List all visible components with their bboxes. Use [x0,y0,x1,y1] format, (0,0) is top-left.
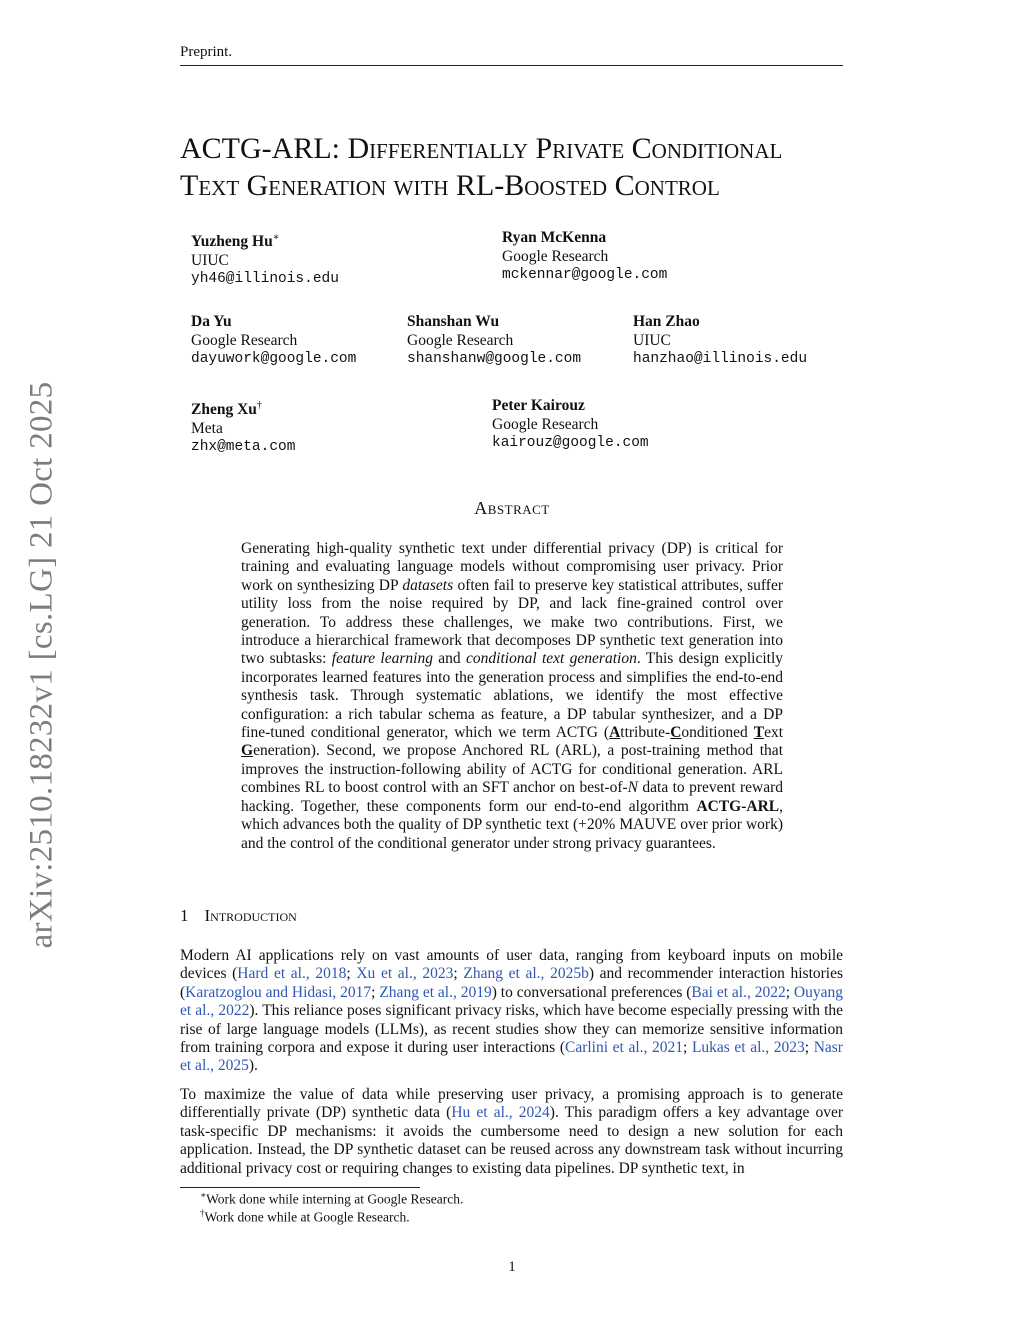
citation-link[interactable]: Bai et al., 2022 [691,983,786,1001]
arxiv-stamp: arXiv:2510.18232v1 [cs.LG] 21 Oct 2025 [23,381,60,949]
author-block [502,228,667,285]
author-block [191,312,356,369]
citation-link[interactable]: Hu et al., 2024 [451,1104,550,1122]
footnote: †Work done while at Google Research. [200,1208,410,1225]
author-affiliation: Google Research [191,332,298,349]
footnote: ∗Work done while interning at Google Research. [200,1190,464,1207]
author-affiliation: Google Research [492,416,599,433]
citation-link[interactable]: Hard et al., 2018 [237,965,347,983]
author-name: Zheng Xu† [191,400,262,419]
author-email: zhx@meta.com [191,439,296,456]
abstract-body: Generating high-quality synthetic text under differential privacy (DP) is critical for training and evaluating language models without compromising user privacy. Prior work on synthesizing DP datasets often fail to preserve key statistical attributes, suffer utility loss from the noise required by DP, and lack fine-grained control over generation. To address these challenges, we make two contributions. First, we introduce a hierarchical framework that decomposes DP synthetic text generation into two subtasks: feature learning and conditional text generation. This design explicitly incorporates learned features into the generation process and simplifies the end-to-end synthesis task. Through systematic ablations, we identify the most effective configuration: a rich tabular schema as feature, a DP tabular synthesizer, and a DP fine-tuned conditional generator, which we term ACTG (Attribute-Conditioned Text Generation). Second, we propose Anchored RL (ARL), a post-training method that improves the instruction-following ability of ACTG for conditional generation. ARL combines RL to boost control with an SFT anchor on best-of-N data to prevent reward hacking. Together, these components form our end-to-end algorithm ACTG-ARL, which advances both the quality of DP synthetic text (+20% MAUVE over prior work) and the control of the conditional generator under strong privacy guarantees. [241,540,784,852]
author-email: mckennar@google.com [502,267,668,283]
citation-link[interactable]: Xu et al., 2023 [356,965,454,983]
author-name: Han Zhao [633,313,700,330]
author-name: Ryan McKenna [502,229,607,246]
author-name: Shanshan Wu [407,313,500,330]
author-block [492,396,649,453]
author-email: hanzhao@illinois.edu [633,351,808,367]
author-email: kairouz@google.com [492,435,649,451]
footnote-rule [180,1187,420,1188]
author-name: Yuzheng Hu∗ [191,232,280,251]
author-block [191,228,339,289]
abstract-heading: Abstract [474,498,550,518]
author-block [407,312,581,369]
author-email: yh46@illinois.edu [191,271,339,288]
title-line-2: Text Generation with RL-Boosted Control [180,169,720,202]
citation-link[interactable]: Carlini et al., 2021 [565,1039,684,1057]
intro-paragraph-2: To maximize the value of data while preserving user privacy, a promising approach is to generate differentially private (DP) synthetic data (Hu et al., 2024). This paradigm offers a key advantage over task-specific DP mechanisms: it avoids the cumbersome need to design a new solution for each application. Instead, the DP synthetic dataset can be reused across any downstream task without incurring additional privacy cost or requiring changes to existing data pipelines. DP synthetic text, in [180,1086,843,1177]
author-name: Da Yu [191,313,232,330]
author-name: Peter Kairouz [492,397,585,414]
section-heading: 1 Introduction [180,906,297,925]
author-block [633,312,807,369]
citation-link[interactable]: Zhang et al., 2019 [379,983,492,1001]
citation-link[interactable]: Lukas et al., 2023 [691,1039,805,1057]
author-affiliation: Meta [191,420,223,438]
author-affiliation: Google Research [502,248,609,265]
author-affiliation: UIUC [633,332,671,349]
author-affiliation: UIUC [191,252,229,270]
author-email: shanshanw@google.com [407,351,582,367]
citation-link[interactable]: Nasr et al., 2025 [180,1039,843,1075]
author-affiliation: Google Research [407,332,514,349]
citation-link[interactable]: Zhang et al., 2025b [463,965,589,983]
header-rule [180,65,843,66]
page-number: 1 [508,1259,516,1275]
author-block [191,396,295,457]
running-header: Preprint. [180,44,233,60]
author-email: dayuwork@google.com [191,351,357,367]
title-line-1: ACTG-ARL: Differentially Private Conditional [180,132,783,165]
citation-link[interactable]: Ouyang et al., 2022 [180,983,843,1020]
citation-link[interactable]: Karatzoglou and Hidasi, 2017 [185,983,372,1001]
paper-title [180,130,860,204]
intro-paragraph-1: Modern AI applications rely on vast amounts of user data, ranging from keyboard inputs on mobile devices (Hard et al., 2018; Xu et al., 2023; Zhang et al., 2025b) and recommender interaction histories (Karatzoglou and Hidasi, 2017; Zhang et al., 2019) to conversational preferences (Bai et al., 2022; Ouyang et al., 2022). This reliance poses significant privacy risks, which have become especially pressing with the rise of large language models (LLMs), as recent studies show they can memorize sensitive information from training corpora and expose it during user interactions (Carlini et al., 2021; Lukas et al., 2023; Nasr et al., 2025). [180,947,844,1075]
